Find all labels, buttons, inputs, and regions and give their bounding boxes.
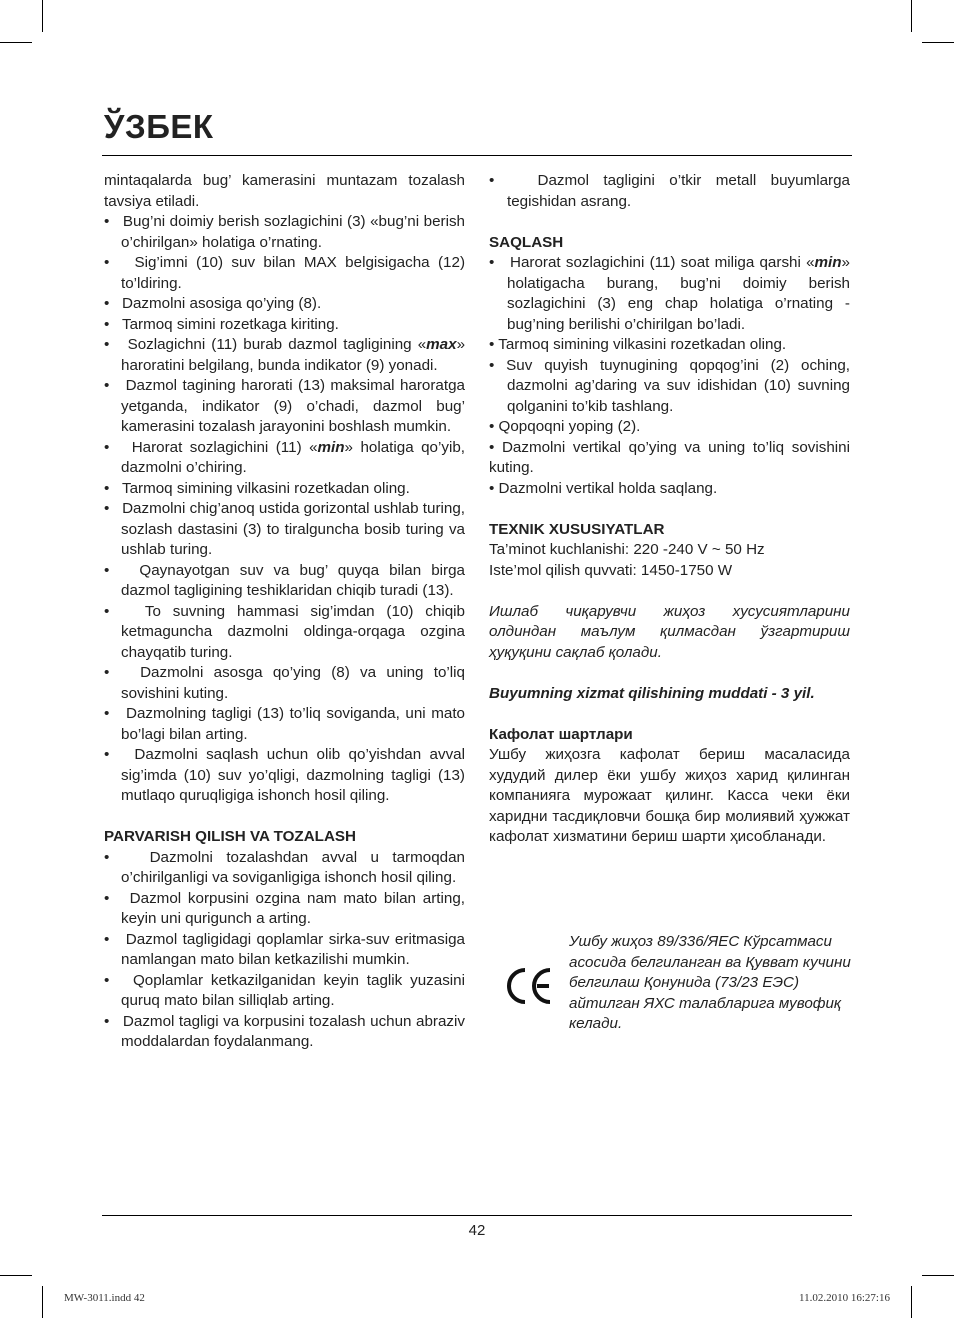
spec-voltage: Ta’minot kuchlanishi: 220 -240 V ~ 50 Hz	[489, 541, 765, 558]
list-item: • Dazmol tagligi va korpusini tozalash uchun abraziv moddalardan foydalanmang.	[104, 1012, 465, 1050]
list-item: • Sig’imni (10) suv bilan MAX belgisigacha (12) to’ldiring.	[104, 254, 466, 292]
right-column	[489, 171, 850, 848]
storage-heading: SAQLASH	[489, 233, 564, 251]
list-item: • Dazmolning tagligi (13) to’liq soviganda, uni mato bo’lagi bilan arting.	[104, 705, 465, 743]
footer-file: MW-3011.indd 42	[64, 1292, 145, 1304]
service-life: Buyumning xizmat qilishining muddati - 3 yil.	[489, 684, 815, 702]
list-item: • Dazmolni vertikal holda saqlang.	[489, 479, 718, 497]
list-item: • To suvning hammasi sig’imdan (10) chiqib ketmaguncha dazmolni oldinga-orqaga ozgina chayqatib turing.	[104, 602, 465, 661]
list-item: • Bug’ni doimiy berish sozlagichini (3) «bug’ni berish o’chirilgan» holatiga o’rnating.	[104, 213, 465, 251]
ce-mark-icon	[505, 966, 555, 1006]
list-item: • Qopqoqni yoping (2).	[489, 418, 641, 435]
footer-date: 11.02.2010 16:27:16	[799, 1292, 890, 1304]
list-item: • Dazmol korpusini ozgina nam mato bilan arting, keyin uni qurigunch a arting.	[104, 889, 465, 927]
list-item: • Tarmoq simining vilkasini rozetkadan oling.	[104, 479, 410, 497]
page-number: 42	[468, 1222, 486, 1239]
tech-heading: TEXNIK XUSUSIYATLAR	[489, 520, 665, 538]
list-item: • Dazmolni chig’anoq ustida gorizontal ushlab turing, sozlash dastasini (3) to tiralguncha bosib turing va ushlab turing.	[104, 500, 465, 558]
list-item: • Dazmol tagligidagi qoplamlar sirka-suv eritmasiga namlangan mato bilan ketkazilishi mumkin.	[104, 930, 465, 968]
crop-mark	[0, 1275, 32, 1276]
crop-mark	[42, 1286, 43, 1318]
list-item: • Dazmolni saqlash uchun olib qo’yishdan avval sig’imda (10) suv yo’qligi, dazmolning tagligi (13) mutlaqo quruqligiga ishonch hosil qiling.	[104, 746, 465, 804]
title-rule	[102, 155, 852, 156]
footer-rule	[102, 1215, 852, 1216]
ce-compliance-text: Ушбу жиҳоз 89/336/ЯЕС Кўрсатмаси асосида белгиланган ва Қувват кучини белгилаш Қонунида (73/23 ЕЭС) айтилган ЯХС талабларига мувофиқ келади.	[569, 933, 851, 1032]
notice-text: Ишлаб чиқарувчи жиҳоз хусусиятларини олдиндан маълум қилмасдан ўзгартириш ҳуқуқини сақлаб қолади.	[489, 602, 850, 661]
list-item: • Dazmol tagining harorati (13) maksimal haroratga yetganda, indikator (9) o’chadi, dazmol bug’ kamerasini tozalash jarayonini boshlash mumkin.	[104, 377, 465, 435]
list-item: • Dazmolni tozalashdan avval u tarmoqdan o’chirilganligi va soviganligiga ishonch hosil qiling.	[104, 848, 465, 886]
spec-power: Iste’mol qilish quvvati: 1450-1750 W	[489, 561, 733, 579]
list-item: • Dazmolni asosiga qo’ying (8).	[104, 295, 322, 312]
crop-mark	[911, 0, 912, 32]
crop-mark	[0, 42, 32, 43]
list-item: • Tarmoq simining vilkasini rozetkadan oling.	[489, 336, 787, 353]
warranty-text: Ушбу жиҳозга кафолат бериш масаласида худудий дилер ёки ушбу жиҳоз харид қилинган компанияга мурожаат қилинг. Касса чеки ёки харидни тасдиқловчи бошқа бир молиявий ҳужжат кафолат хизматини бериш шарти ҳисобланади.	[489, 746, 850, 845]
list-item: • Harorat sozlagichini (11) soat miliga qarshi «min» holatigacha burang, bug’ni doimiy berish sozlagichini (3) eng chap holatiga o’rnating - bug’ning berilishi o’chirilgan bo’ladi.	[489, 254, 850, 333]
crop-mark	[922, 42, 954, 43]
list-item: • Qaynayotgan suv va bug’ quyqa bilan birga dazmol tagligining teshiklaridan chiqib turadi (13).	[104, 561, 465, 599]
crop-mark	[42, 0, 43, 32]
left-column	[104, 171, 465, 1053]
crop-mark	[911, 1286, 912, 1318]
warranty-heading: Кафолат шартлари	[489, 725, 633, 743]
list-item: • Qoplamlar ketkazilganidan keyin taglik yuzasini quruq mato bilan silliqlab arting.	[104, 971, 465, 1009]
list-item: • Dazmolni vertikal qo’ying va uning to’liq sovishini kuting.	[489, 438, 850, 476]
list-item: • Harorat sozlagichini (11) «min» holatiga qo’yib, dazmolni o’chiring.	[104, 438, 465, 476]
intro-text: mintaqalarda bug’ kamerasini muntazam tozalash tavsiya etiladi.	[104, 172, 465, 210]
crop-mark	[922, 1275, 954, 1276]
list-item: • Sozlagichni (11) burab dazmol tagligining «max» haroratini belgilang, bunda indikator (9) yonadi.	[104, 336, 466, 374]
list-item: • Suv quyish tuynugining qopqog’ini (2) oching, dazmolni ag’daring va suv idishidan (10) suvning qolganini to’kib tashlang.	[489, 356, 850, 415]
list-item: • Dazmolni asosga qo’ying (8) va uning to’liq sovishini kuting.	[104, 664, 465, 702]
care-heading: PARVARISH QILISH VA TOZALASH	[104, 828, 357, 845]
page-title: ЎЗБЕК	[104, 108, 214, 145]
list-item: • Dazmol tagligini o’tkir metall buyumlarga tegishidan asrang.	[489, 172, 850, 210]
list-item: • Tarmoq simini rozetkaga kiriting.	[104, 315, 339, 333]
